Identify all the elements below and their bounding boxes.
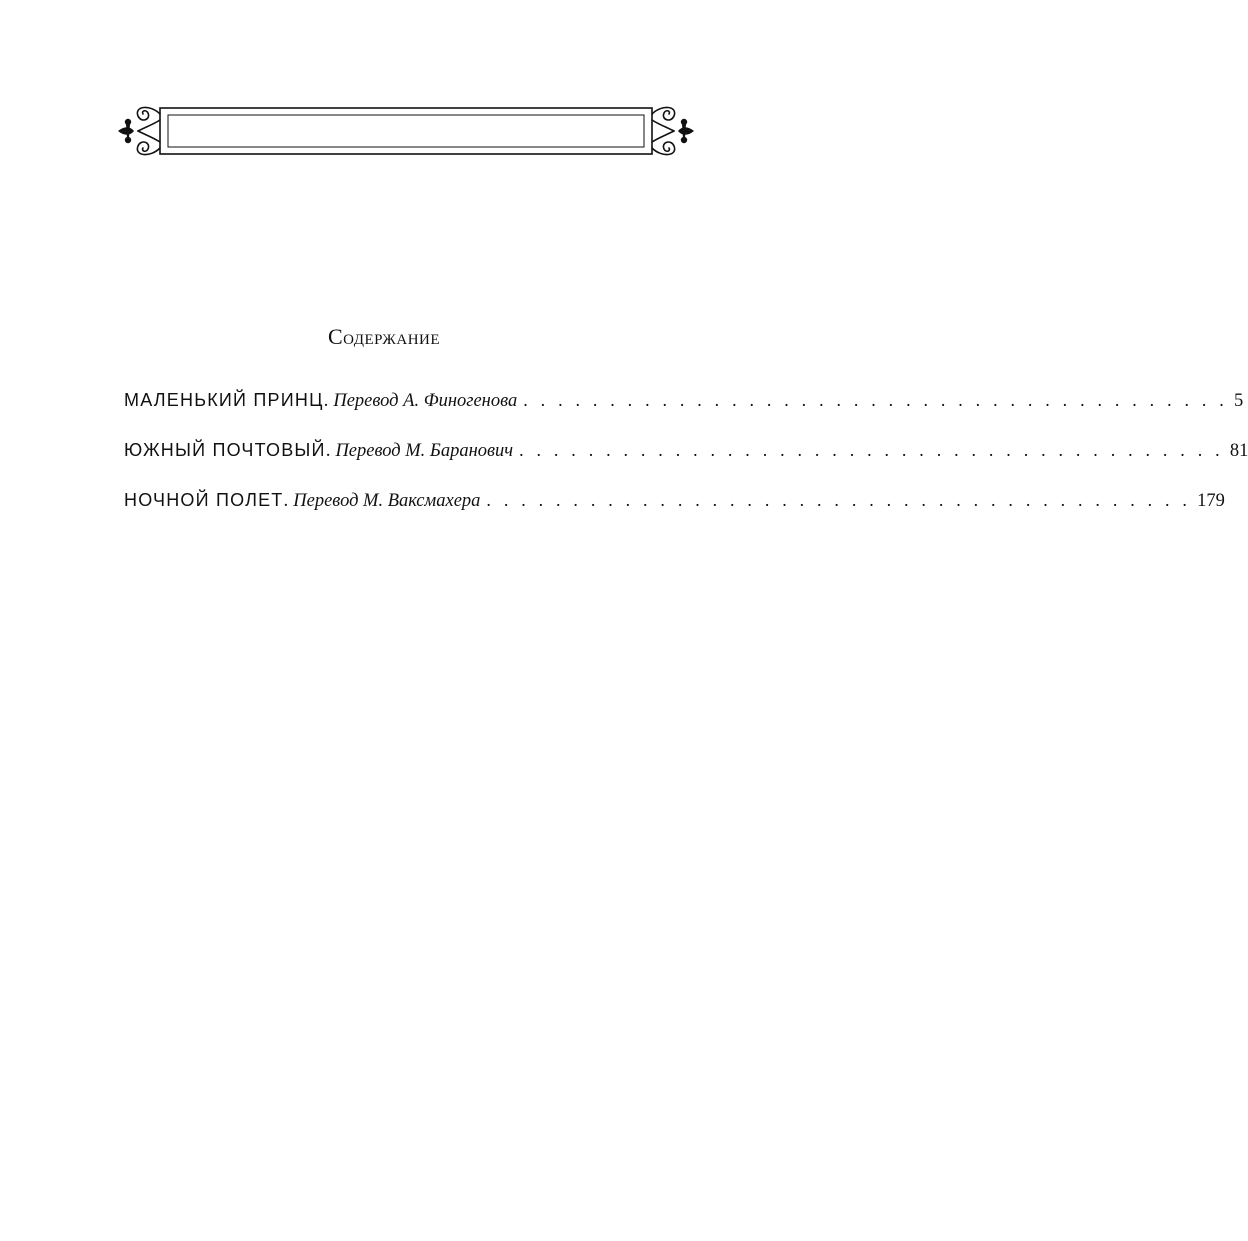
toc-separator: . xyxy=(323,390,329,411)
toc-page-number: 81 xyxy=(1229,441,1248,461)
toc-translator: Перевод М. Баранович xyxy=(335,441,514,461)
dot-leader: . . . . . . . . . . . . . . . . . . . . . . . . . . . . . . . . . . . . . . . . . xyxy=(519,440,1224,460)
toc-work-title: НОЧНОЙ ПОЛЕТ xyxy=(124,490,284,510)
toc-separator: . xyxy=(325,440,331,461)
toc-work-title: ЮЖНЫЙ ПОЧТОВЫЙ xyxy=(124,440,326,460)
toc-translator: Перевод М. Ваксмахера xyxy=(293,491,481,511)
toc-translator: Перевод А. Финогенова xyxy=(333,391,518,411)
toc-page-number: 5 xyxy=(1233,391,1244,411)
dot-leader: . . . . . . . . . . . . . . . . . . . . . . . . . . . . . . . . . . . . . . . . . xyxy=(523,390,1228,410)
decorative-frame-icon xyxy=(116,100,696,162)
dot-leader: . . . . . . . . . . . . . . . . . . . . . . . . . . . . . . . . . . . . . . . . . xyxy=(486,490,1192,510)
toc-page-number: 179 xyxy=(1197,491,1225,511)
table-of-contents xyxy=(124,390,1248,540)
page-title: Содержание xyxy=(327,324,441,349)
toc-entry-night-flight[interactable] xyxy=(124,490,1225,540)
toc-work-title: МАЛЕНЬКИЙ ПРИНЦ xyxy=(124,390,324,410)
toc-separator: . xyxy=(283,490,289,511)
toc-entry-southern-mail[interactable] xyxy=(124,440,1248,490)
toc-entry-little-prince[interactable] xyxy=(124,390,1244,440)
